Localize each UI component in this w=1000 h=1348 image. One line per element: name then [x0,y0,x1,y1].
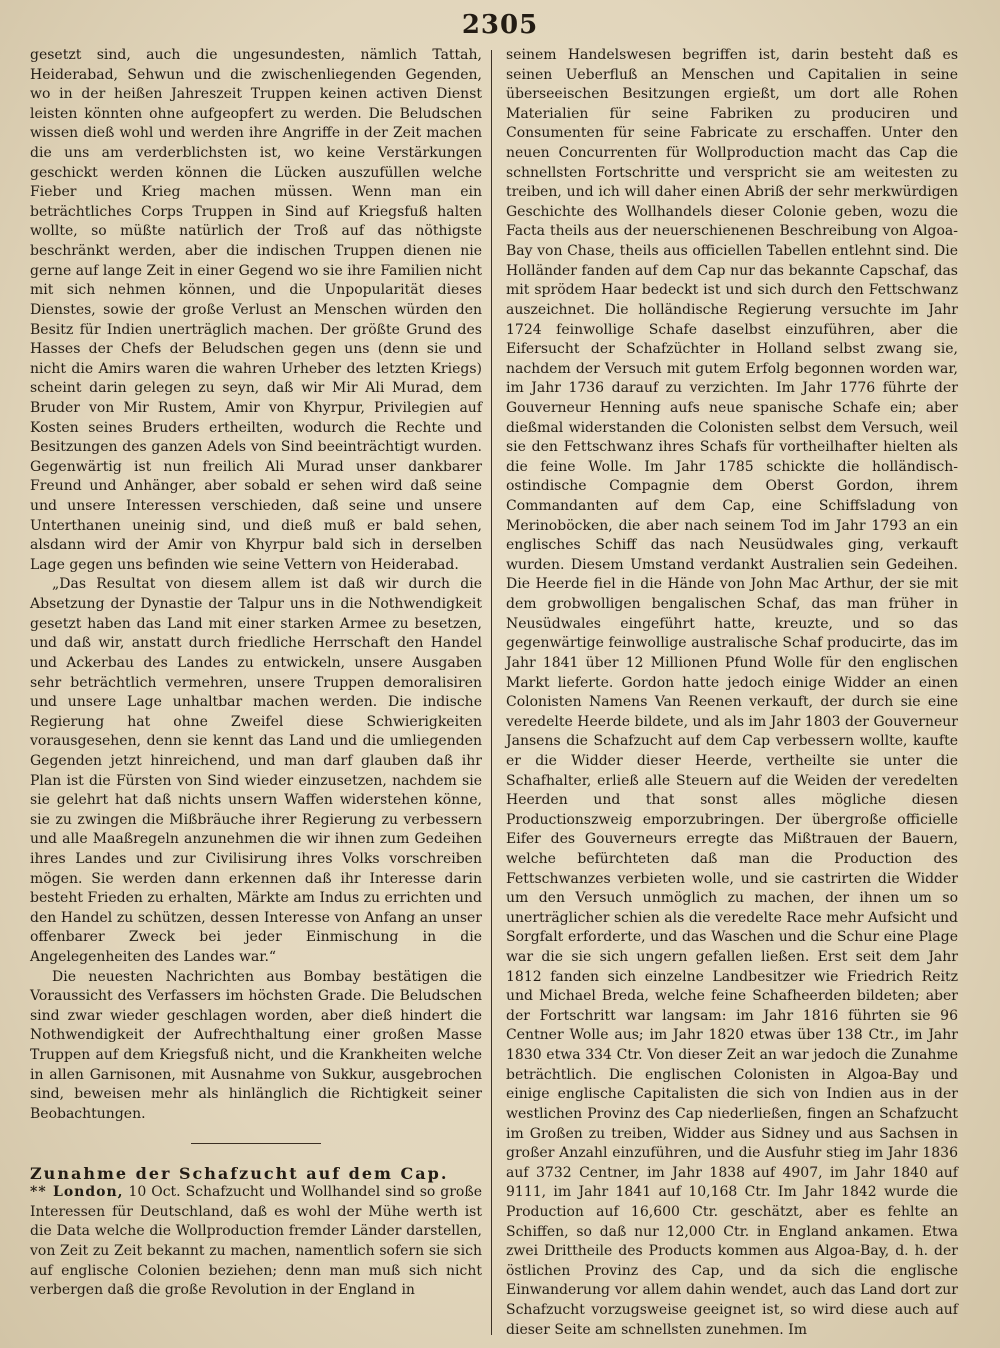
left-column [30,46,482,1301]
article-heading: Zunahme der Schafzucht auf dem Cap. [30,1163,449,1183]
article-first-paragraph [30,1183,482,1301]
right-paragraph-1: seinem Handelswesen begriffen ist, darin besteht daß es seinen Ueberfluß an Menschen und Capitalien in seine überseeischen Besitzungen ergießt, um dort alle Rohen Materialien für seine Fabriken zu produciren und Consumenten für seine Fabricate zu erschaffen. Unter den neuen Concurrenten für Wollproduction macht das Cap die schnellsten Fortschritte und verspricht sie am weitesten zu treiben, und ich will daher einen Abriß der sehr merkwürdigen Geschichte des Wollhandels dieser Colonie geben, wozu die Facta theils aus der neuerschienenen Beschreibung von Algoa-Bay von Chase, theils aus officiellen Tabellen entlehnt sind. Die Holländer fanden auf dem Cap nur das bekannte Capschaf, das mit sprödem Haar bedeckt ist und sich durch den Fettschwanz auszeichnet. Die holländische Regierung versuchte im Jahr 1724 feinwollige Schafe daselbst einzuführen, aber die Eifersucht der Schafzüchter in Holland selbst zwang sie, nachdem der Versuch mit gutem Erfolg begonnen worden war, im Jahr 1736 darauf zu verzichten. Im Jahr 1776 führte der Gouverneur Henning aufs neue spanische Schafe ein; aber dießmal widerstanden die Colonisten selbst dem Versuch, weil sie den Fettschwanz ihres Schafs für vortheilhafter hielten als die feine Wolle. Im Jahr 1785 schickte die holländisch-ostindische Compagnie dem Oberst Gordon, ihrem Commandanten auf dem Cap, eine Schiffsladung von Merinoböcken, die aber nach seinem Tod im Jahr 1793 an ein englisches Schiff das nach Neusüdwales ging, verkauft wurden. Diesem Umstand verdankt Australien sein Gedeihen. Die Heerde fiel in die Hände von John Mac Arthur, der sie mit dem grobwolligen bengalischen Schaf, das man früher in Neusüdwales eingeführt hatte, kreuzte, und so das gegenwärtige feinwollige australische Schaf producirte, das im Jahr 1841 über 12 Millionen Pfund Wolle für den englischen Markt lieferte. Gordon hatte jedoch einige Widder an einen Colonisten Namens Van Reenen verkauft, der durch sie eine veredelte Heerde bildete, und als im Jahr 1803 der Gouverneur Jansens die Schafzucht auf dem Cap verbessern wollte, kaufte er die Widder dieser Heerde, vertheilte sie unter die Schafhalter, erließ alle Steuern auf die Weiden der veredelten Heerden und that sonst alles mögliche diesen Productionszweig emporzubringen. Der übergroße officielle Eifer des Gouverneurs erregte das Mißtrauen der Bauern, welche befürchteten daß man die Production des Fettschwanzes verbieten wolle, und sie castrirten die Widder um den Versuch unmöglich zu machen, der ihnen um so unerträglicher schien als die veredelte Race mehr Aufsicht und Sorgfalt erforderte, und das Waschen und die Schur eine Plage war die sie sich ungern gefallen ließen. Erst seit dem Jahr 1812 fanden sich einzelne Landbesitzer wie Friedrich Reitz und Michael Breda, welche feine Schafheerden bildeten; aber der Fortschritt war langsam: im Jahr 1816 führten sie 96 Centner Wolle aus; im Jahr 1820 etwas über 138 Ctr., im Jahr 1830 etwa 334 Ctr. Von dieser Zeit an war jedoch die Zunahme beträchtlich. Die englischen Colonisten in Algoa-Bay und einige englische Capitalisten die sich von Indien aus in der westlichen Provinz des Cap niederließen, fingen an Schafzucht im Großen zu treiben, Widder aus Sidney und aus Sachsen in großer Anzahl einzuführen, und die Ausfuhr stieg im Jahr 1836 auf 3732 Centner, im Jahr 1838 auf 4907, im Jahr 1840 auf 9111, im Jahr 1841 auf 10,168 Ctr. Im Jahr 1842 wurde die Production auf 16,600 Ctr. geschätzt, aber es fehlte an Schiffen, so daß nur 12,000 Ctr. in England ankamen. Etwa zwei Drittheile des Products kommen aus Algoa-Bay, d. h. der östlichen Provinz des Cap, und da sich die englische Einwanderung vor allem dahin wendet, auch das Land dort zur Schafzucht vorzugsweise geeignet ist, so wird diese auch auf dieser Seite am schnellsten zunehmen. Im [506,47,958,1338]
dateline-marker: ** London, [30,1184,124,1201]
right-column [506,46,958,1340]
dateline-date: 10 Oct. [128,1184,181,1201]
left-paragraph-2: „Das Resultat von diesem allem ist daß wir durch die Absetzung der Dynastie der Talpur uns in die Nothwendigkeit gesetzt haben das Land mit einer starken Armee zu besetzen, und daß wir, anstatt durch friedliche Herrschaft den Handel und Ackerbau des Landes zu entwickeln, unsere Ausgaben sehr beträchtlich vermehren, unsere Truppen demoralisiren und unsere Lage unhaltbar machen werden. Die indische Regierung hat ohne Zweifel diese Schwierigkeiten vorausgesehen, denn sie kennt das Land und die umliegenden Gegenden jetzt hinreichend, und man darf glauben daß ihr Plan ist die Fürsten von Sind wieder einzusetzen, nachdem sie sie gelehrt hat daß nichts unsern Waffen widerstehen könne, sie zu zwingen die Mißbräuche ihrer Regierung zu verbessern und alle Maaßregeln anzunehmen die wir ihnen zum Gedeihen ihres Landes und zur Civilisirung ihres Volks vorschreiben mögen. Sie werden dann erkennen daß ihr Interesse darin besteht Frieden zu erhalten, Märkte am Indus zu errichten und den Handel zu schützen, dessen Interesse von Anfang an unser offenbarer Zweck bei jeder Einmischung in die Angelegenheiten des Landes war.“ [30,576,482,966]
left-paragraph-1: gesetzt sind, auch die ungesundesten, nämlich Tattah, Heiderabad, Sehwun und die zwischenliegenden Gegenden, wo in der heißen Jahreszeit Truppen keinen activen Dienst leisten könnten ohne aufgeopfert zu werden. Die Beludschen wissen dieß wohl und werden ihre Angriffe in der Zeit machen die uns am verderblichsten ist, wo keine Verstärkungen geschickt werden können die Lücken auszufüllen welche Fieber und Krieg machen müssen. Wenn man ein beträchtliches Corps Truppen in Sind auf Kriegsfuß halten wollte, so müßte natürlich der Troß auf das nöthigste beschränkt werden, aber die indischen Truppen dienen nie gerne auf lange Zeit in einer Gegend wo sie ihre Familien nicht mit sich nehmen können, und die Unpopularität dieses Dienstes, sowie der große Verlust an Menschen würden den Besitz für Indien unerträglich machen. Der größte Grund des Hasses der Chefs der Beludschen gegen uns (denn sie und nicht die Amirs waren die wahren Urheber des letzten Kriegs) scheint darin gelegen zu seyn, daß wir Mir Ali Murad, dem Bruder von Mir Rustem, Amir von Khyrpur, Privilegien auf Kosten seines Bruders ertheilten, wodurch die Rechte und Besitzungen des ganzen Adels von Sind beeinträchtigt wurden. Gegenwärtig ist nun freilich Ali Murad unser dankbarer Freund und Anhänger, aber sobald er sehen wird daß seine und unsere Interessen verschieden, daß seine und unsere Unterthanen uneinig sind, und dieß muß er bald sehen, alsdann wird der Amir von Khyrpur bald sich in derselben Lage gegen uns befinden wie seine Vettern von Heiderabad. [30,47,482,573]
page-number: 2305 [461,10,539,40]
section-separator [191,1143,321,1144]
left-paragraph-3: Die neuesten Nachrichten aus Bombay bestätigen die Voraussicht des Verfassers im höchsten Grade. Die Beludschen sind zwar wieder geschlagen worden, aber dieß hindert die Nothwendigkeit der Aufrechthaltung einer großen Masse Truppen auf dem Kriegsfuß nicht, und die Krankheiten welche in allen Garnisonen, mit Ausnahme von Sukkur, ausgebrochen sind, beweisen mehr als hinlänglich die Richtigkeit seiner Beobachtungen. [30,968,482,1122]
article-start-text: Schafzucht und Wollhandel sind so große Interessen für Deutschland, daß es wohl der Mühe werth ist die Data welche die Wollproduction fremder Länder darstellen, von Zeit zu Zeit bekannt zu machen, namentlich sofern sie sich auf englische Colonien beziehen; denn man muß sich nicht verbergen daß die große Revolution in der England in [30,1184,482,1299]
column-divider [491,50,492,1335]
